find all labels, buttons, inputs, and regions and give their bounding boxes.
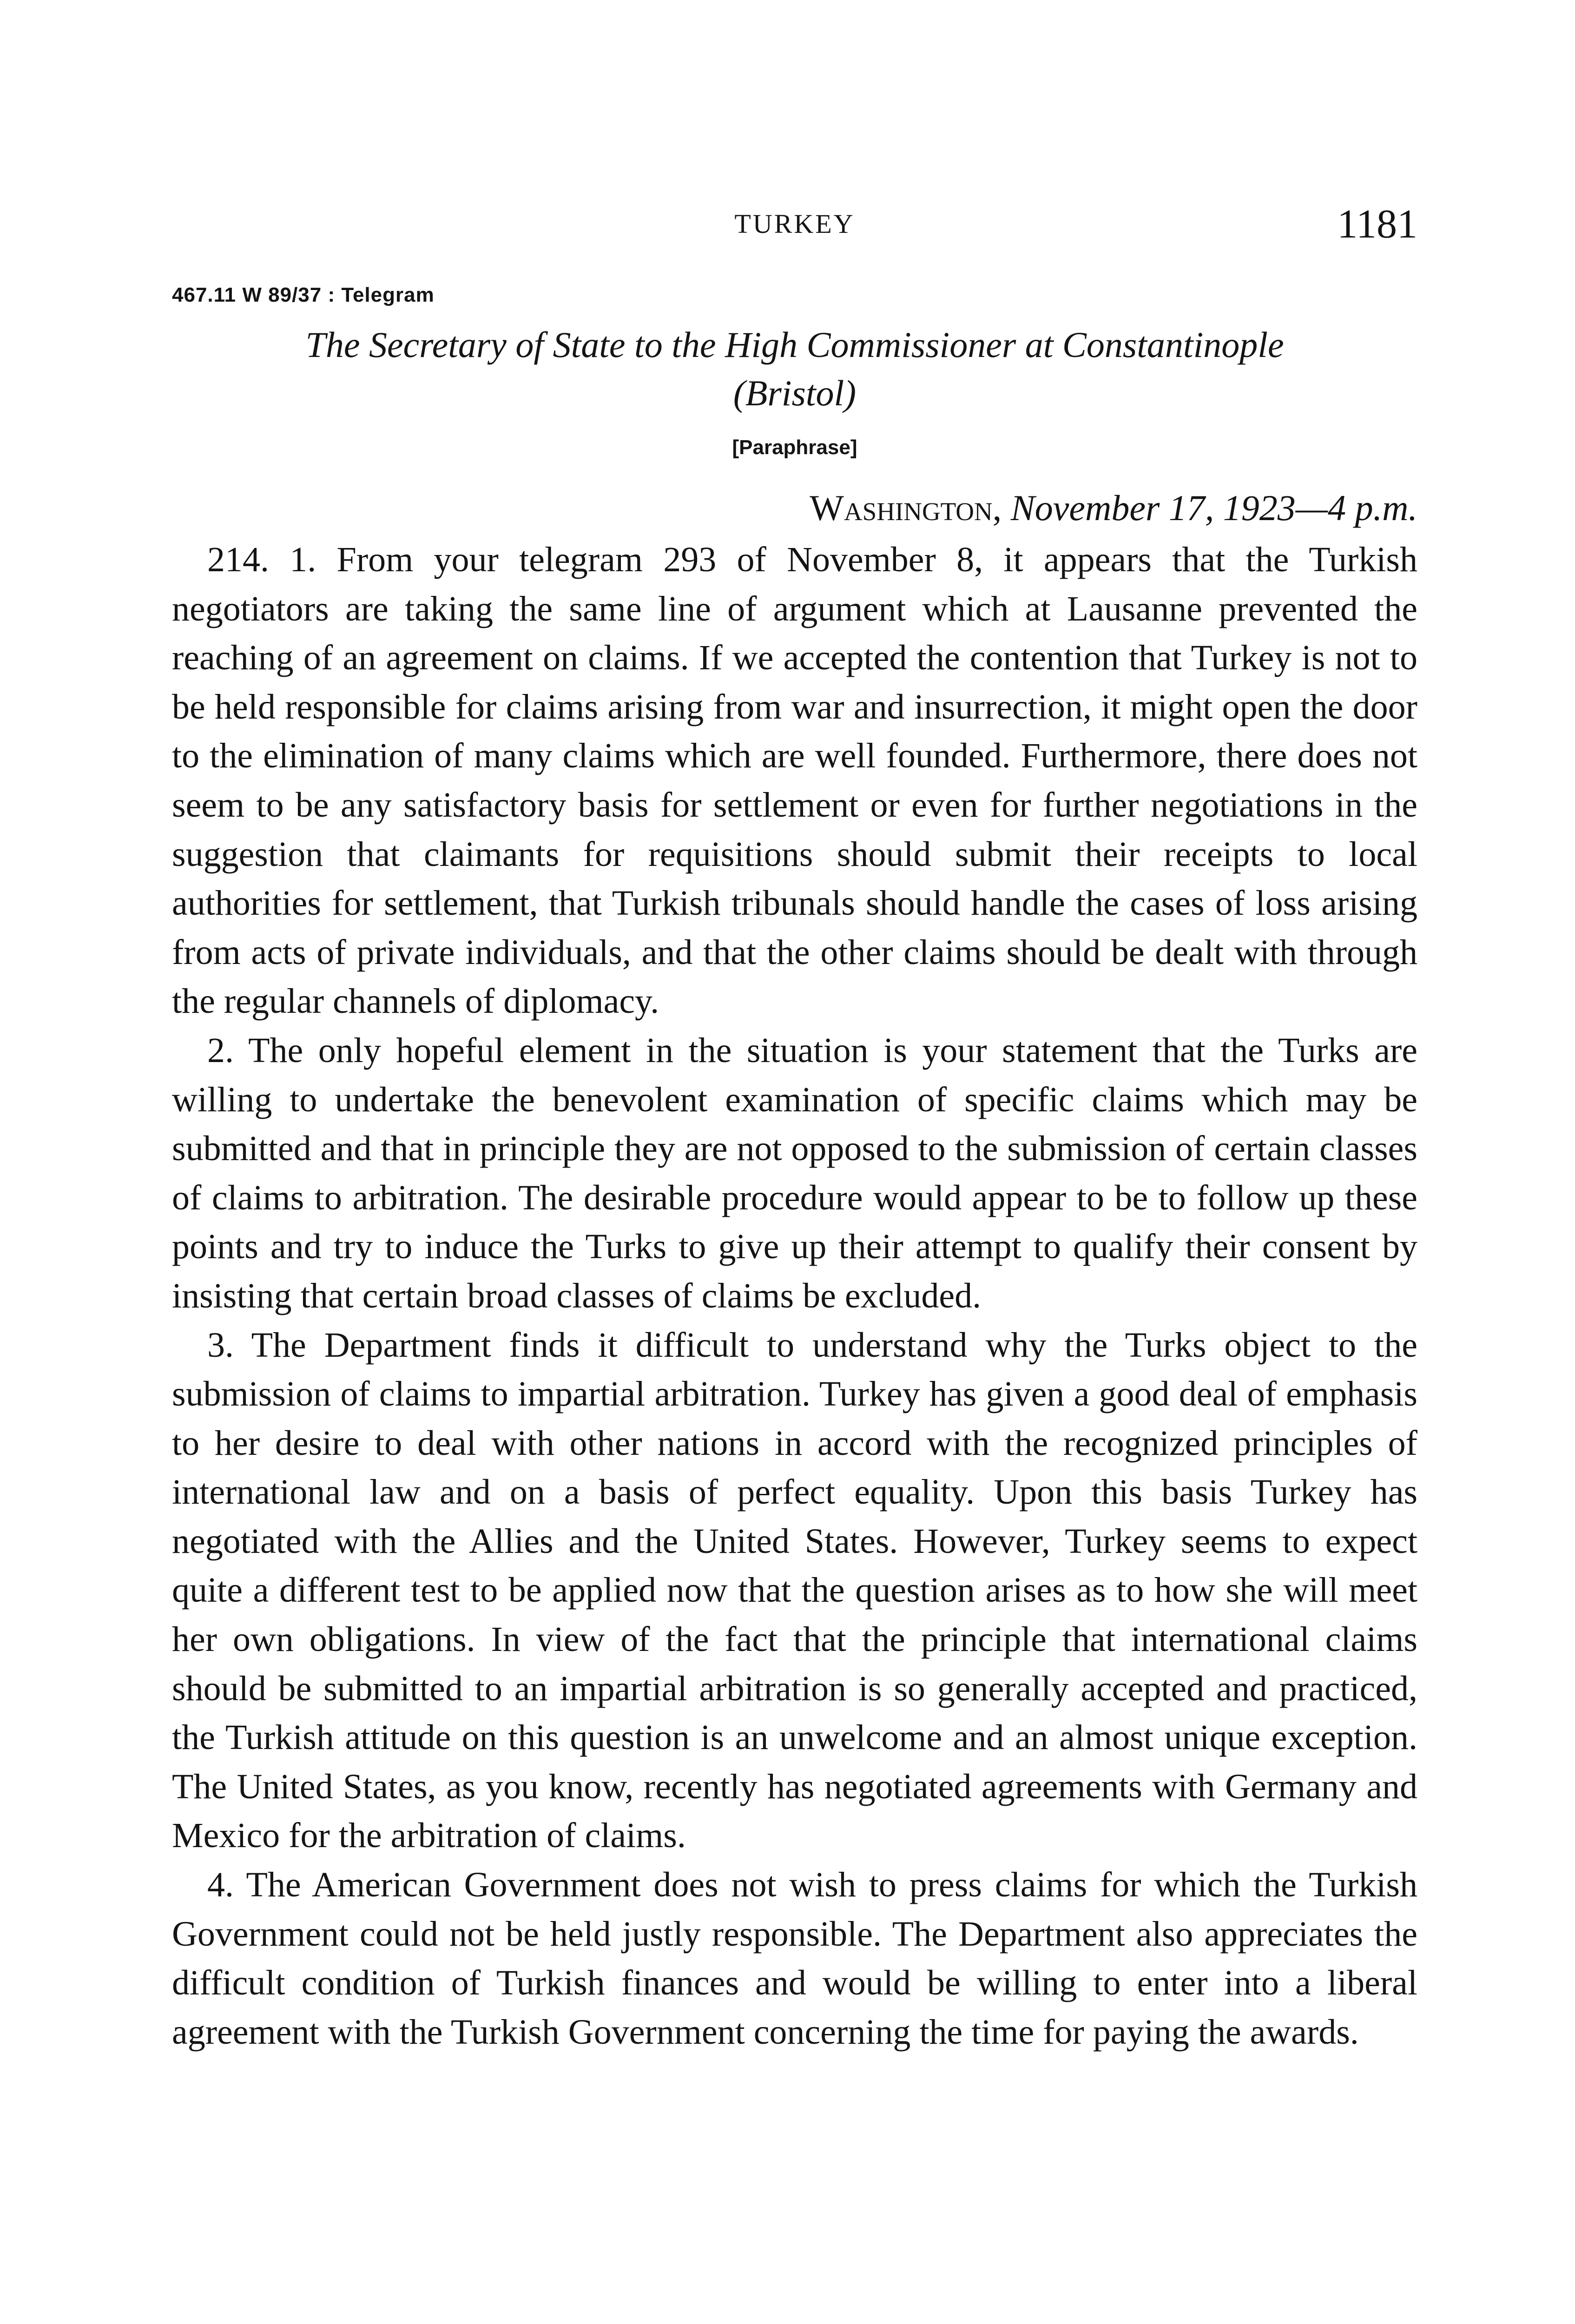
paraphrase-note: [Paraphrase] — [732, 436, 857, 459]
dateline-date: November 17, 1923—4 p.m. — [1010, 488, 1417, 528]
paragraph-1: 214. 1. From your telegram 293 of November 8, it appears that the Turkish negotiators are taking the same line of argument which at Lausanne prevented the reaching of an agreement on claims. If we accepted the contention that Turkey is not to be held responsible for claims arising from war and insurrection, it might open the door to the elimination of many claims which are well founded. Furthermore, there does not seem to be any satisfactory basis for settlement or even for further negotiations in the suggestion that claimants for requisitions should submit their receipts to local authorities for settlement, that Turkish tribunals should handle the cases of loss arising from acts of private individuals, and that the other claims should be dealt with through the regular channels of diplomacy. — [172, 540, 1417, 1021]
paragraph-3: 3. The Department finds it difficult to understand why the Turks object to the submission of claims to impartial arbitration. Turkey has given a good deal of emphasis to her desire to deal with other nations in accord with the recognized principles of international law and on a basis of perfect equality. Upon this basis Turkey has negotiated with the Allies and the United States. However, Turkey seems to expect quite a different test to be applied now that the question arises as to how she will meet her own obligations. In view of the fact that the principle that international claims should be submitted to an impartial arbitration is so generally accepted and practiced, the Turkish attitude on this question is an unwelcome and an almost unique exception. The United States, as you know, recently has negotiated agreements with Germany and Mexico for the arbitration of claims. — [172, 1325, 1417, 1855]
running-title: TURKEY — [734, 209, 855, 239]
paragraph-4: 4. The American Government does not wish to press claims for which the Turkish Government could not be held justly responsible. The Department also appreciates the difficult condition of Turkish finances and would be willing to enter into a liberal agreement with the Turkish Government concerning the time for paying the awards. — [172, 1865, 1417, 2052]
dateline-place: Washington, — [810, 488, 1002, 528]
document-title — [172, 321, 1417, 417]
document-title-line-1: The Secretary of State to the High Commissioner at Constantinople — [305, 324, 1284, 365]
document-title-line-2: (Bristol) — [733, 373, 857, 413]
page-content — [172, 195, 1417, 2057]
body-text — [172, 535, 1417, 2057]
running-head — [172, 195, 1417, 265]
file-reference: 467.11 W 89/37 : Telegram — [172, 284, 435, 306]
page-number: 1181 — [1337, 202, 1417, 247]
paragraph-2: 2. The only hopeful element in the situation is your statement that the Turks are willing to undertake the benevolent examination of specific claims which may be submitted and that in principle they are not opposed to the submission of certain classes of claims to arbitration. The desirable procedure would appear to be to follow up these points and try to induce the Turks to give up their attempt to qualify their consent by insisting that certain broad classes of claims be excluded. — [172, 1030, 1417, 1315]
dateline — [172, 487, 1417, 529]
